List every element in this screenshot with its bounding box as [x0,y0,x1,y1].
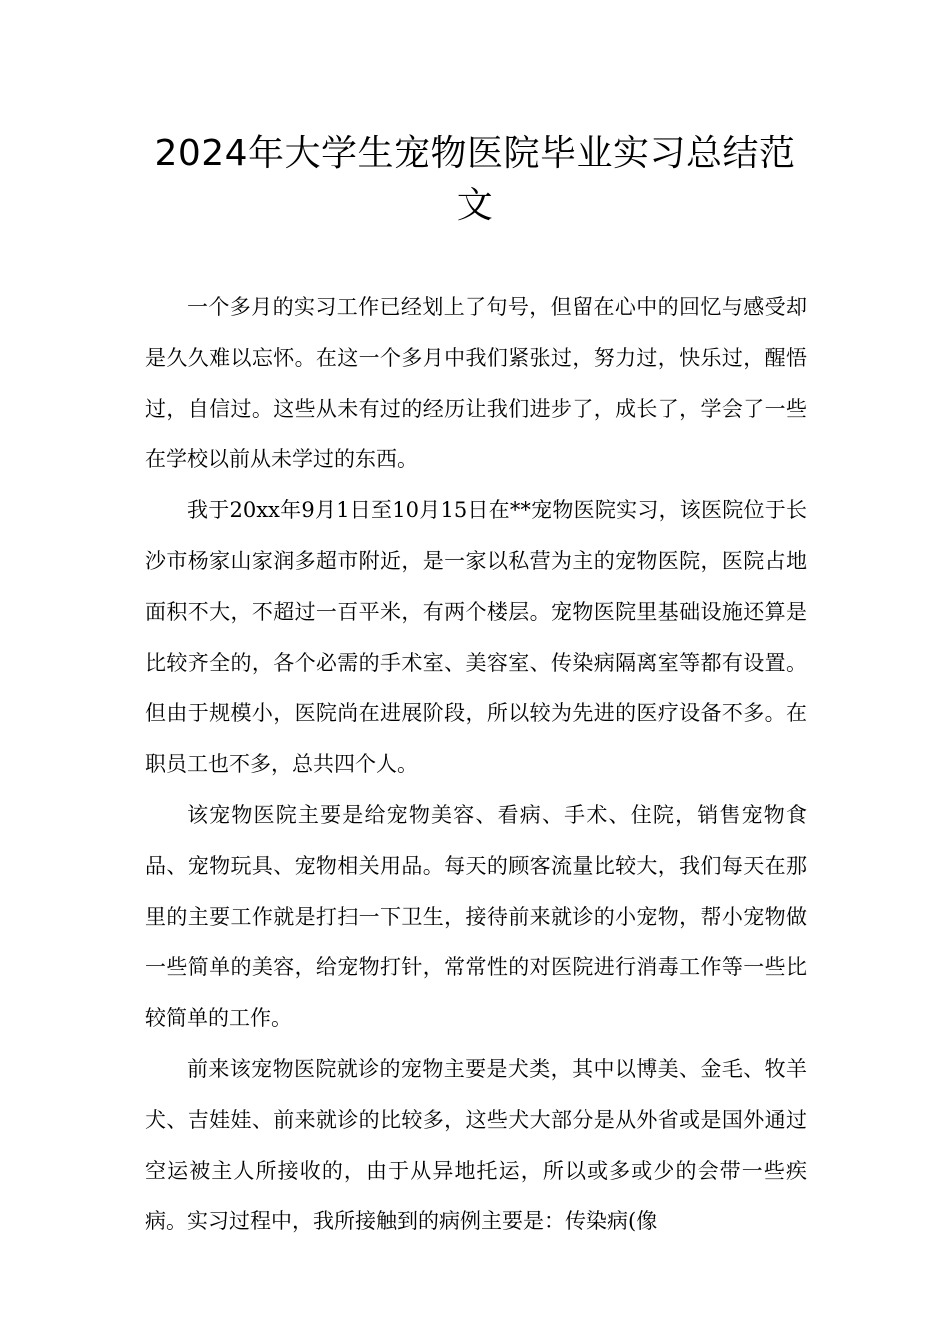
paragraph-2: 我于20xx年9月1日至10月15日在**宠物医院实习，该医院位于长沙市杨家山家润多超市附近，是一家以私营为主的宠物医院，医院占地面积不大，不超过一百平米，有两个楼层。宠物医院里基础设施还算是比较齐全的，各个必需的手术室、美容室、传染病隔离室等都有设置。但由于规模小，医院尚在进展阶段，所以较为先进的医疗设备不多。在职员工也不多，总共四个人。 [145,498,807,777]
document-title [130,128,820,232]
paragraph-1: 一个多月的实习工作已经划上了句号，但留在心中的回忆与感受却是久久难以忘怀。在这一个多月中我们紧张过，努力过，快乐过，醒悟过，自信过。这些从未有过的经历让我们进步了，成长了，学会了一些在学校以前从未学过的东西。 [145,295,807,472]
paragraph-3: 该宠物医院主要是给宠物美容、看病、手术、住院，销售宠物食品、宠物玩具、宠物相关用品。每天的顾客流量比较大，我们每天在那里的主要工作就是打扫一下卫生，接待前来就诊的小宠物，帮小宠物做一些简单的美容，给宠物打针，常常性的对医院进行消毒工作等一些比较简单的工作。 [145,802,807,1031]
paragraph-4: 前来该宠物医院就诊的宠物主要是犬类，其中以博美、金毛、牧羊犬、吉娃娃、前来就诊的比较多，这些犬大部分是从外省或是国外通过空运被主人所接收的，由于从异地托运，所以或多或少的会带一些疾病。实习过程中，我所接触到的病例主要是：传染病(像 [145,1056,807,1234]
document-title-line-1: 2024年大学生宠物医院毕业实习总结范 [154,133,796,174]
document-body [145,282,807,1247]
document-title-line-2: 文 [456,185,494,226]
